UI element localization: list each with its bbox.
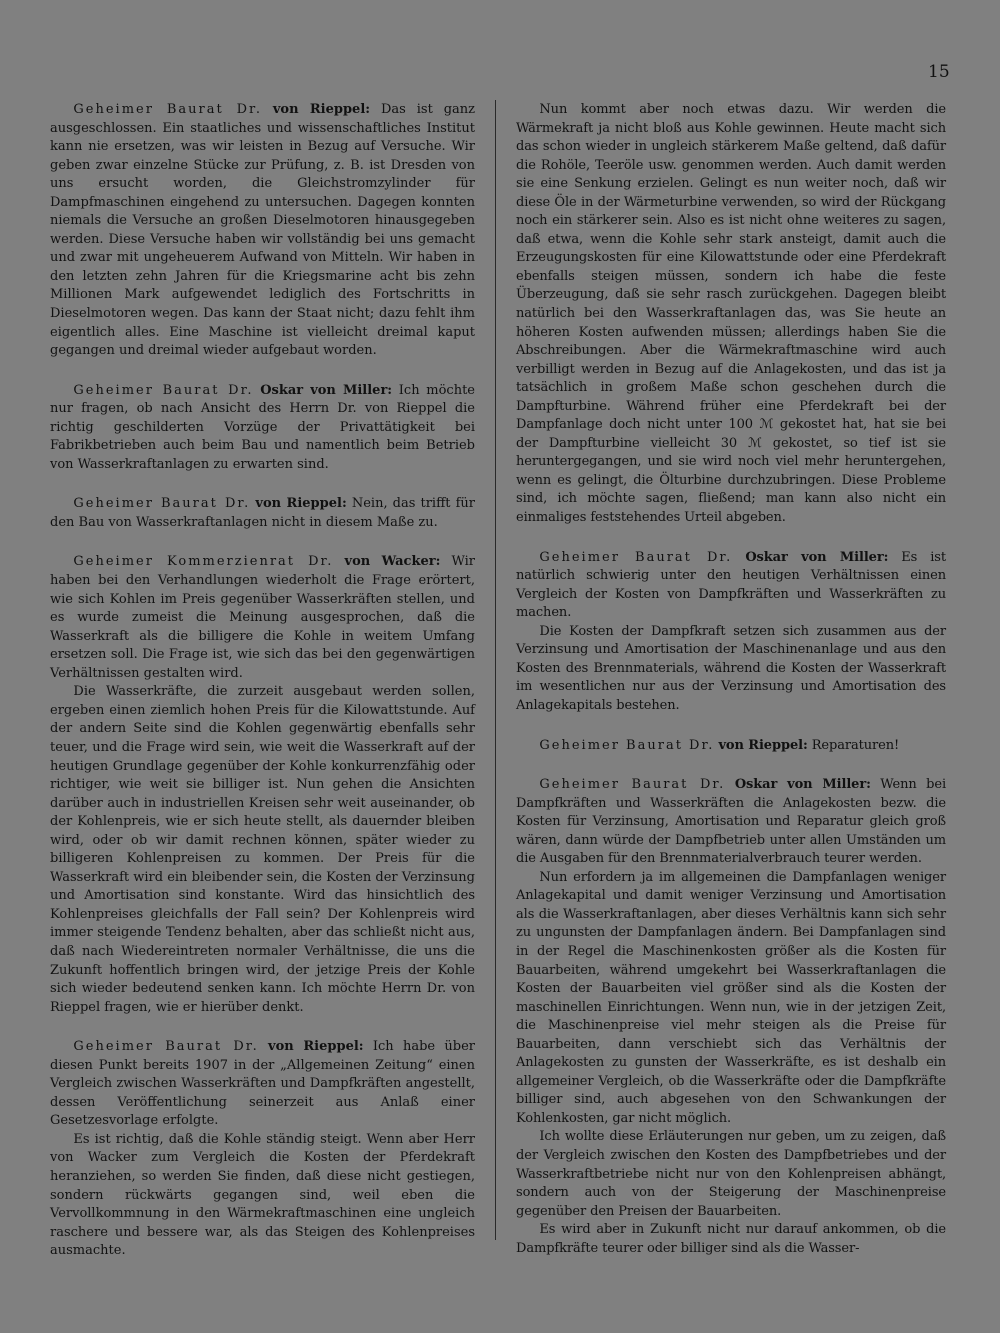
paragraph-text: Ich möchte nur fragen, ob nach Ansicht des Herrn Dr. von Rieppel die richtig geschilderten Vorzüge der Privattätigkeit bei Fabrikbetrieben auch beim Bau und namentlich beim Betrieb von Wasserkraftanlagen zu erwarten sind. bbox=[50, 382, 475, 472]
paragraph-text: Nun kommt aber noch etwas dazu. Wir werden die Wärmekraft ja nicht bloß aus Kohle gewinnen. Heute macht sich das schon wieder in ungleich stärkerem Maße geltend, daß dafür die Rohöle, Teeröle usw. genommen werden. Auch damit werden sie eine Senkung erzielen. Gelingt es nun weiter noch, daß wir diese Öle in der Wärmeturbine verwenden, so wird der Rückgang noch ein stärkerer sein. Also es ist nicht ohne weiteres zu sagen, daß etwa, wenn die Kohle sehr stark ansteigt, damit auch die Erzeugungskosten für eine Kilowattstunde oder eine Pferdekraft ebenfalls steigen müssen, sondern ich habe die feste Überzeugung, daß sie sehr rasch zurückgehen. Dagegen bleibt natürlich bei den Wasserkraftanlagen das, was Sie heute an höheren Kosten aufwenden müssen; allerdings haben Sie die Abschreibungen. Aber die Wärmekraftmaschine wird auch verbilligt werden in Bezug auf die Anlagekosten, und das ist ja tatsächlich in großem Maße schon geschehen durch die Dampfturbine. Während früher eine Pferdekraft bei der Dampfanlage doch nicht unter 100 ℳ gekostet hat, hat sie bei der Dampfturbine vielleicht 30 ℳ gekostet, so tief ist sie heruntergegangen, und sie wird noch viel mehr heruntergehen, wenn es gelingt, die Ölturbine durchzubringen. Diese Probleme sind, ich möchte sagen, fließend; man kann also nicht ein einmaliges feststehendes Urteil abgeben. bbox=[516, 102, 946, 526]
speaker-name: Oskar von Miller: bbox=[745, 549, 889, 565]
paragraph-text: Es ist richtig, daß die Kohle ständig steigt. Wenn aber Herr von Wacker zum Vergleich die Kosten der Pferdekraft heranziehen, so werden Sie finden, daß diese nicht gestiegen, sondern rückwärts gegangen sind, weil eben die Vervollkommnung in den Wärmekraftmaschinen eine ungleich raschere und bessere war, als das Steigen des Kohlenpreises ausmachte. bbox=[50, 1131, 475, 1259]
speaker-title: Geheimer Baurat Dr. bbox=[73, 1039, 259, 1055]
paragraph bbox=[50, 101, 475, 361]
speaker-name: Oskar von Miller: bbox=[734, 777, 871, 793]
paragraph bbox=[516, 869, 946, 1129]
speaker-title: Geheimer Baurat Dr. bbox=[73, 496, 251, 512]
paragraph-text: Das ist ganz ausgeschlossen. Ein staatliches und wissenschaftliches Institut kann nie ersetzen, was wir leisten in Bezug auf Versuche. Wir geben zwar einzelne Stücke zur Prüfung, z. B. ist Dresden von uns ersucht worden, die Gleichstromzylinder für Dampfmaschinen eingehend zu untersuchen. Dagegen konnten niemals die Versuche an großen Dieselmotoren hinausgegeben werden. Diese Versuche haben wir vollständig bei uns gemacht und zwar mit ungeheuerem Aufwand von Mitteln. Wir haben in den letzten zehn Jahren für die Kriegsmarine acht bis zehn Millionen Mark aufgewendet lediglich des Fortschritts in Dieselmotoren wegen. Das kann der Staat nicht; dazu fehlt ihm eigentlich alles. Eine Maschine ist vielleicht dreimal kaput gegangen und dreimal wieder aufgebaut worden. bbox=[50, 102, 475, 359]
speaker-name: von Rieppel: bbox=[718, 737, 808, 753]
paragraph-text: Die Kosten der Dampfkraft setzen sich zusammen aus der Verzinsung und Amortisation der Maschinenanlage und aus den Kosten des Brennmaterials, während die Kosten der Wasserkraft im wesentlichen nur aus der Verzinsung und Amortisation des Anlagekapitals bestehen. bbox=[516, 623, 946, 713]
right-column bbox=[516, 101, 946, 1258]
paragraph bbox=[516, 737, 946, 756]
column-rule bbox=[495, 100, 496, 1240]
paragraph bbox=[50, 1131, 475, 1261]
speaker-title: Geheimer Baurat Dr. bbox=[539, 737, 715, 753]
paragraph bbox=[50, 495, 475, 532]
paragraph bbox=[50, 382, 475, 475]
paragraph bbox=[516, 623, 946, 716]
paragraph-text: Ich habe über diesen Punkt bereits 1907 in der „Allgemeinen Zeitung“ einen Vergleich zwischen Wasserkräften und Dampfkräften angestellt, dessen Veröffentlichung seinerzeit aus Anlaß einer Gesetzesvorlage erfolgte. bbox=[50, 1039, 475, 1129]
speaker-name: von Rieppel: bbox=[255, 496, 347, 512]
speaker-name: von Wacker: bbox=[344, 554, 441, 570]
speech-block bbox=[50, 101, 475, 361]
paragraph bbox=[516, 1128, 946, 1221]
speech-block bbox=[516, 737, 946, 756]
speaker-title: Geheimer Baurat Dr. bbox=[539, 549, 733, 565]
speaker-title: Geheimer Baurat Dr. bbox=[73, 382, 254, 398]
paragraph-text: Nun erfordern ja im allgemeinen die Dampfanlagen weniger Anlagekapital und damit weniger Verzinsung und Amortisation als die Wasserkraftanlagen, aber dieses Verhältnis kann sich sehr zu ungunsten der Dampfanlagen ändern. Bei Dampfanlagen sind in der Regel die Maschinenkosten größer als die Kosten für Bauarbeiten, während umgekehrt bei Wasserkraftanlagen die Kosten der Bauarbeiten viel größer sind als die Kosten der maschinellen Einrichtungen. Wenn nun, wie in der jetzigen Zeit, die Maschinenpreise viel mehr steigen als die Preise für Bauarbeiten, dann verschiebt sich das Verhältnis der Anlagekosten zu gunsten der Wasserkräfte, es ist deshalb ein allgemeiner Vergleich, ob die Wasserkräfte oder die Dampfkräfte billiger sind, auch abgesehen von den Schwankungen der Kohlenkosten, gar nicht möglich. bbox=[516, 869, 946, 1126]
speaker-title: Geheimer Kommerzienrat Dr. bbox=[73, 554, 334, 570]
speech-block bbox=[50, 1038, 475, 1261]
paragraph bbox=[516, 101, 946, 528]
paragraph-text: Die Wasserkräfte, die zurzeit ausgebaut werden sollen, ergeben einen ziemlich hohen Preis für die Kilowattstunde. Auf der andern Seite sind die Kohlen gegenwärtig ebenfalls sehr teuer, und die Frage wird sein, wie weit die Wasserkraft auf der heutigen Grundlage gegenüber der Kohle konkurrenzfähig oder richtiger, wie weit sie billiger ist. Nun gehen die Ansichten darüber auch in industriellen Kreisen sehr weit auseinander, ob der Kohlenpreis, wie er sich heute stellt, als dauernder bleiben wird, oder ob wir damit rechnen können, später wieder zu billigeren Kohlenpreisen zu kommen. Der Preis für die Wasserkraft wird ein bleibender sein, die Kosten der Verzinsung und Amortisation sind konstante. Wird das hinsichtlich des Kohlenpreises gleichfalls der Fall sein? Der Kohlenpreis wird immer steigende Tendenz behalten, aber das schließt nicht aus, daß nach Wiedereintreten normaler Verhältnisse, die uns die Zukunft hoffentlich bringen wird, der jetzige Preis der Kohle sich wieder bedeutend senken kann. Ich möchte Herrn Dr. von Rieppel fragen, wie er hierüber denkt. bbox=[50, 684, 475, 1015]
speech-block bbox=[516, 101, 946, 528]
paragraph-text: Wenn bei Dampfkräften und Wasserkräften die Anlagekosten bezw. die Kosten für Verzinsung, Amortisation und Reparatur gleich groß wären, dann würde der Dampfbetrieb unter allen Umständen um die Ausgaben für den Brennmaterialverbrauch teurer werden. bbox=[516, 777, 946, 867]
speaker-name: von Rieppel: bbox=[268, 1039, 364, 1055]
speaker-title: Geheimer Baurat Dr. bbox=[73, 102, 262, 117]
paragraph bbox=[516, 1221, 946, 1258]
paragraph bbox=[50, 553, 475, 683]
paragraph-text: Reparaturen! bbox=[811, 737, 900, 753]
speech-block bbox=[50, 495, 475, 532]
paragraph bbox=[516, 776, 946, 869]
paragraph-text: Ich wollte diese Erläuterungen nur geben, um zu zeigen, daß der Vergleich zwischen den Kosten des Dampfbetriebes und der Wasserkraftbetriebe nicht nur von den Kohlenpreisen abhängt, sondern auch von der Steigerung der Maschinenpreise gegenüber den Preisen der Bauarbeiten. bbox=[516, 1129, 946, 1219]
speech-block bbox=[516, 549, 946, 716]
paragraph bbox=[516, 549, 946, 623]
paragraph bbox=[50, 683, 475, 1017]
speech-block bbox=[50, 553, 475, 1017]
speaker-name: von Rieppel: bbox=[272, 102, 371, 117]
speech-block bbox=[516, 776, 946, 1258]
speaker-name: Oskar von Miller: bbox=[260, 382, 393, 398]
speaker-title: Geheimer Baurat Dr. bbox=[539, 777, 726, 793]
left-column bbox=[50, 101, 475, 1261]
paragraph-text: Wir haben bei den Verhandlungen wiederholt die Frage erörtert, wie sich Kohlen im Preis gegenüber Wasserkräften stellen, und es wurde zumeist die Meinung ausgesprochen, daß die Wasserkraft als die billigere die Kohle in weitem Umfang ersetzen soll. Die Frage ist, wie sich das bei den gegenwärtigen Verhältnissen gestalten wird. bbox=[50, 554, 475, 681]
paragraph-text: Nein, das trifft für den Bau von Wasserkraftanlagen nicht in diesem Maße zu. bbox=[50, 496, 476, 530]
speech-block bbox=[50, 382, 475, 475]
page-number: 15 bbox=[928, 62, 950, 82]
paragraph-text: Es wird aber in Zukunft nicht nur darauf ankommen, ob die Dampfkräfte teurer oder billiger sind als die Wasser- bbox=[516, 1222, 946, 1256]
paragraph-text: Es ist natürlich schwierig unter den heutigen Verhältnissen einen Vergleich der Kosten von Dampfkräften und Wasserkräften zu machen. bbox=[516, 549, 946, 621]
paragraph bbox=[50, 1038, 475, 1131]
